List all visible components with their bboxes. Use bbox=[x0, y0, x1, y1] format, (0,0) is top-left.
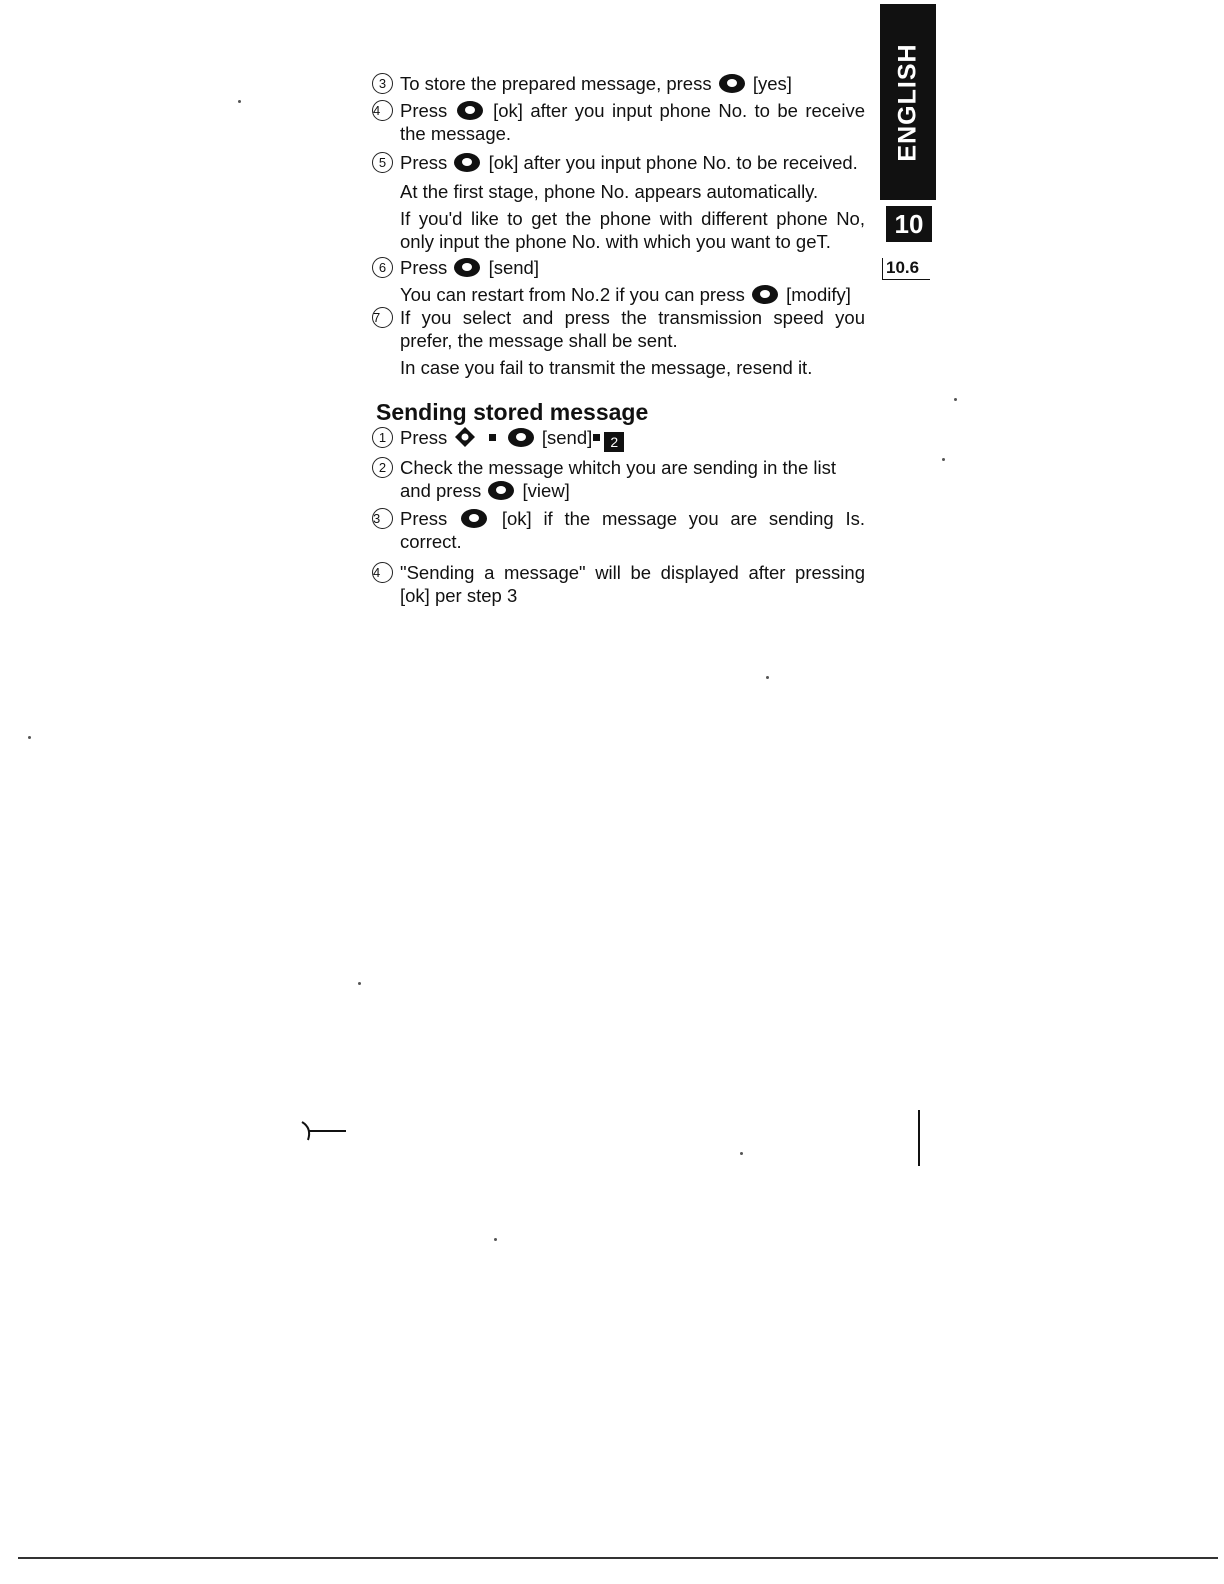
soft-key-icon bbox=[454, 153, 480, 172]
note-text-after: [modify] bbox=[786, 284, 851, 305]
scan-speck bbox=[942, 458, 945, 461]
step-number: 4 bbox=[372, 100, 393, 121]
chapter-number: 10 bbox=[886, 206, 932, 242]
soft-key-icon bbox=[488, 481, 514, 500]
language-label: ENGLISH bbox=[893, 42, 922, 162]
stored-step-1 bbox=[370, 426, 865, 452]
step-text: To store the prepared message, press bbox=[400, 73, 712, 94]
step-text: Press bbox=[400, 257, 448, 278]
separator-square bbox=[489, 434, 496, 441]
step-text-after: [send] bbox=[488, 257, 539, 278]
soft-key-icon bbox=[461, 509, 487, 528]
language-tab bbox=[880, 4, 936, 200]
step-text: Press bbox=[400, 152, 448, 173]
scan-speck bbox=[766, 676, 769, 679]
step-7-speed bbox=[370, 306, 865, 352]
step-number: 3 bbox=[372, 508, 393, 529]
step-text-after: [ok] after you input phone No. to be received. bbox=[488, 152, 858, 173]
scan-speck bbox=[238, 100, 241, 103]
scan-speck bbox=[740, 1152, 743, 1155]
stored-step-2 bbox=[370, 456, 865, 502]
section-heading: Sending stored message bbox=[376, 399, 649, 425]
scan-speck bbox=[954, 398, 957, 401]
margin-mark bbox=[300, 1118, 348, 1144]
step-number: 3 bbox=[372, 73, 393, 94]
soft-key-icon bbox=[719, 74, 745, 93]
note-text: You can restart from No.2 if you can press bbox=[400, 284, 745, 305]
soft-key-icon bbox=[454, 258, 480, 277]
instructions bbox=[370, 72, 865, 607]
step-text: "Sending a message" will be displayed after pressing [ok] per step 3 bbox=[400, 562, 865, 606]
step-text: If you select and press the transmission speed you prefer, the message shall be sent. bbox=[400, 307, 865, 351]
step-text: Press bbox=[400, 508, 448, 529]
step-7-note: In case you fail to transmit the message, resend it. bbox=[400, 357, 813, 378]
margin-line bbox=[918, 1110, 920, 1166]
step-number: 2 bbox=[372, 457, 393, 478]
step-text: Press bbox=[400, 100, 448, 121]
step-5-confirm-number bbox=[370, 151, 865, 174]
soft-key-icon bbox=[508, 428, 534, 447]
step-text-mid: [send] bbox=[541, 427, 593, 448]
scan-speck bbox=[494, 1238, 497, 1241]
step-5-note-2: If you'd like to get the phone with different phone No, only input the phone No. with which you want to geT. bbox=[400, 208, 865, 252]
step-text-after: [ok] if the message you are sending Is. correct. bbox=[400, 508, 866, 552]
step-text-after: [yes] bbox=[752, 73, 792, 94]
step-text-after: [ok] after you input phone No. to be receive the message. bbox=[400, 100, 865, 144]
step-number: 7 bbox=[372, 307, 393, 328]
bottom-rule bbox=[18, 1557, 1218, 1559]
scan-speck bbox=[28, 736, 31, 739]
scan-speck bbox=[358, 982, 361, 985]
step-6-note bbox=[370, 283, 865, 306]
step-text: Check the message whitch you are sending in the list and press bbox=[400, 457, 837, 501]
separator-square bbox=[593, 434, 600, 441]
stored-step-3 bbox=[370, 507, 865, 553]
stored-step-4 bbox=[370, 561, 865, 607]
step-3-store bbox=[370, 72, 865, 95]
step-4-input-number bbox=[370, 99, 865, 145]
section-number: 10.6 bbox=[882, 258, 930, 280]
step-number: 5 bbox=[372, 152, 393, 173]
step-number: 1 bbox=[372, 427, 393, 448]
soft-key-icon bbox=[752, 285, 778, 304]
step-text-after: [view] bbox=[522, 480, 570, 501]
step-number: 4 bbox=[372, 562, 393, 583]
navigation-key-icon bbox=[454, 426, 476, 448]
number-key-2-icon: 2 bbox=[604, 432, 624, 452]
step-6-send bbox=[370, 256, 865, 279]
step-text: Press bbox=[400, 427, 448, 448]
step-number: 6 bbox=[372, 257, 393, 278]
soft-key-icon bbox=[457, 101, 483, 120]
step-5-note-1: At the first stage, phone No. appears automatically. bbox=[400, 181, 819, 202]
